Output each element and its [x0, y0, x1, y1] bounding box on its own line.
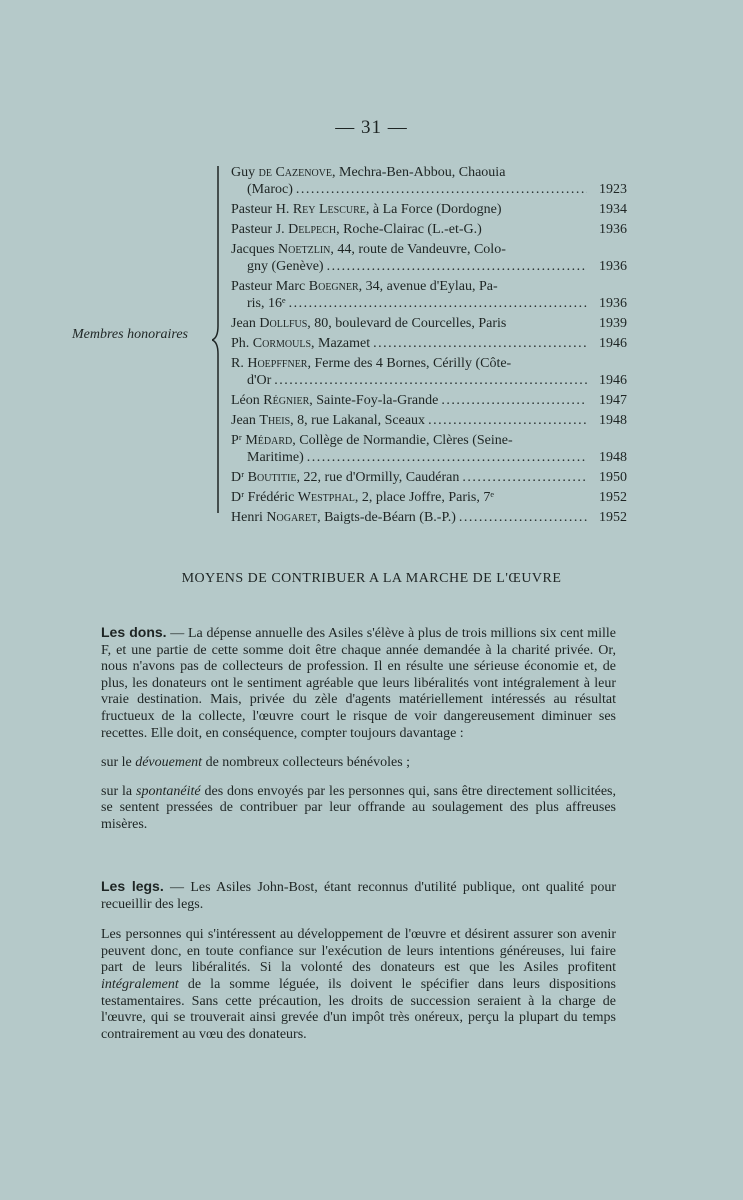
- member-entry: [231, 509, 627, 526]
- leader-dots: [373, 335, 587, 352]
- dons-paragraph: [101, 624, 616, 742]
- member-text-part: Jean: [231, 316, 260, 331]
- member-surname: Hoepffner: [247, 356, 308, 371]
- member-text-part: R.: [231, 356, 248, 371]
- member-text-part: (Maroc): [247, 182, 293, 197]
- member-year: 1948: [599, 450, 627, 465]
- member-text: [231, 355, 511, 372]
- member-text-part: Jacques: [231, 242, 279, 257]
- leader-dots: [274, 372, 587, 389]
- member-text-part: d'Or: [247, 373, 272, 388]
- member-text: [247, 372, 271, 389]
- member-text-part: Dʳ: [231, 470, 248, 485]
- leader-dots: [462, 469, 587, 486]
- text-span: Les personnes qui s'intéressent au développement de l'œuvre et désirent assurer son avenir peuvent donc, en toute confiance sur l'exécution de leurs intentions généreuses, lui faire part de leurs libéralités. Si la volonté des donateurs est que les Asiles profitent: [101, 927, 616, 976]
- member-line: [231, 469, 627, 486]
- member-year: 1936: [599, 222, 627, 237]
- member-text-part: Dʳ Frédéric: [231, 490, 298, 505]
- leader-dots: [459, 509, 587, 526]
- legs-dash: —: [163, 880, 191, 895]
- member-text: [231, 489, 494, 506]
- member-line: [231, 509, 627, 526]
- member-surname: Boegner: [308, 279, 359, 294]
- emphasis: intégralement: [101, 976, 179, 992]
- dons-heading: Les dons.: [101, 624, 167, 640]
- member-line: [231, 221, 627, 238]
- member-text: [231, 164, 505, 181]
- member-year: 1947: [599, 393, 627, 408]
- member-text: [231, 432, 513, 449]
- member-year: 1952: [599, 510, 627, 525]
- member-text-part: Léon: [231, 393, 264, 408]
- page-number: — 31 —: [335, 117, 408, 138]
- member-line: [231, 355, 627, 372]
- member-year: 1939: [599, 316, 627, 331]
- member-surname: Rey Lescure: [292, 202, 366, 217]
- member-surname: Régnier: [263, 393, 310, 408]
- text-span: sur le: [101, 755, 136, 771]
- member-year: 1946: [599, 336, 627, 351]
- member-text-part: , 80, boulevard de Courcelles, Paris: [307, 316, 507, 331]
- member-text-part: , Baigts-de-Béarn (B.-P.): [317, 510, 456, 525]
- legs-paragraph: [101, 878, 616, 913]
- leader-dots: [307, 449, 587, 466]
- member-text: [247, 258, 324, 275]
- member-text: [247, 181, 293, 198]
- member-text: [231, 315, 506, 332]
- member-text: [231, 241, 506, 258]
- member-text-part: gny (Genève): [247, 259, 324, 274]
- member-entry: [231, 335, 627, 352]
- member-year: 1923: [599, 182, 627, 197]
- member-entry: [231, 355, 627, 389]
- member-text-part: Maritime): [247, 450, 304, 465]
- member-text-part: , Sainte-Foy-la-Grande: [309, 393, 439, 408]
- member-year: 1934: [599, 202, 627, 217]
- member-line: [231, 181, 627, 198]
- text-span: de la somme léguée, ils doivent le spécifier dans leurs dispositions testamentaires. Sans cette précaution, les droits de succession seraient à la charge de l'œuvre, qui se trouverait ainsi grevée d'un impôt très onéreux, perçu la plupart du temps contrairement au vœu des donateurs.: [101, 976, 616, 1042]
- member-text: [231, 469, 459, 486]
- member-surname: Noetzlin: [278, 242, 331, 257]
- member-year: 1948: [599, 413, 627, 428]
- member-line: [231, 164, 627, 181]
- member-surname: de Cazenove: [258, 165, 333, 180]
- text-span: de nombreux collecteurs bénévoles ;: [202, 755, 411, 771]
- member-entry: [231, 164, 627, 198]
- member-entry: [231, 392, 627, 409]
- text-span: sur la: [101, 783, 137, 799]
- dons-devouement: [101, 755, 616, 772]
- legs-section: [101, 878, 616, 1043]
- member-text: [247, 449, 304, 466]
- leader-dots: [289, 295, 587, 312]
- member-surname: Cormouls: [252, 336, 312, 351]
- member-text: [231, 392, 438, 409]
- member-entry: [231, 432, 627, 466]
- member-year: 1946: [599, 373, 627, 388]
- member-text: [231, 412, 425, 429]
- member-line: [231, 489, 627, 506]
- member-entry: [231, 489, 627, 506]
- member-text: [231, 278, 498, 295]
- member-line: [231, 201, 627, 218]
- member-text-part: Guy: [231, 165, 259, 180]
- member-text-part: Pasteur J.: [231, 222, 289, 237]
- member-text: [231, 221, 482, 238]
- member-entry: [231, 469, 627, 486]
- member-surname: Theis: [259, 413, 291, 428]
- member-line: [231, 241, 627, 258]
- members-label: Membres honoraires: [72, 327, 189, 342]
- member-line: [231, 372, 627, 389]
- member-line: [231, 258, 627, 275]
- member-text-part: , Mechra-Ben-Abbou, Chaouia: [332, 165, 506, 180]
- member-line: [231, 392, 627, 409]
- member-line: [231, 449, 627, 466]
- section-title: MOYENS DE CONTRIBUER A LA MARCHE DE L'ŒUVRE: [181, 571, 562, 586]
- member-surname: Delpech: [288, 222, 337, 237]
- emphasis: dévouement: [135, 755, 203, 771]
- member-text-part: , 34, avenue d'Eylau, Pa-: [358, 279, 498, 294]
- text-span: des dons envoyés par les personnes qui, sans être directement sollicitées, se sentent pressées de contribuer par leur offrande au soulagement des plus affreuses misères.: [101, 783, 616, 832]
- member-line: [231, 315, 627, 332]
- leader-dots: [428, 412, 587, 429]
- member-text-part: , à La Force (Dordogne): [365, 202, 502, 217]
- member-text-part: Pasteur H.: [231, 202, 293, 217]
- member-text-part: , 2, place Joffre, Paris, 7ᵉ: [354, 490, 494, 505]
- member-year: 1936: [599, 259, 627, 274]
- member-text-part: , 8, rue Lakanal, Sceaux: [290, 413, 426, 428]
- member-text-part: Pasteur Marc: [231, 279, 309, 294]
- dons-section: [101, 624, 616, 834]
- member-text-part: , Ferme des 4 Bornes, Cérilly (Côte-: [307, 356, 512, 371]
- member-entry: [231, 241, 627, 275]
- emphasis: spontanéité: [136, 783, 201, 799]
- member-text-part: Pʳ: [231, 433, 246, 448]
- member-entry: [231, 412, 627, 429]
- legs-heading: Les legs.: [101, 878, 164, 894]
- member-text: [231, 201, 502, 218]
- members-list: [231, 164, 627, 529]
- member-line: [231, 278, 627, 295]
- member-text: [247, 295, 286, 312]
- member-year: 1950: [599, 470, 627, 485]
- leader-dots: [441, 392, 587, 409]
- leader-dots: [296, 181, 587, 198]
- member-surname: Médard: [245, 433, 293, 448]
- member-surname: Dollfus: [259, 316, 308, 331]
- member-entry: [231, 315, 627, 332]
- member-text-part: Jean: [231, 413, 260, 428]
- member-text-part: ris, 16ᵉ: [247, 296, 286, 311]
- member-text-part: , Mazamet: [311, 336, 371, 351]
- dons-spontaneite: [101, 784, 616, 834]
- member-surname: Nogaret: [266, 510, 318, 525]
- member-line: [231, 295, 627, 312]
- member-surname: Westphal: [297, 490, 355, 505]
- dons-text: La dépense annuelle des Asiles s'élève à plus de trois millions six cent mille F, et une partie de cette somme doit être chaque année demandée à la charité privée. Or, nous n'avons pas de collecteurs de profession. Il en résulte une sérieuse économie et, de plus, les donateurs ont le sentiment agréable que leurs libéralités vont intégralement à leur vraie destination. Mais, privée du zèle d'agents matériellement intéressés au résultat fructueux de la collecte, l'œuvre court le risque de voir dangereusement diminuer ses recettes. Elle doit, en conséquence, compter toujours davantage :: [101, 626, 616, 741]
- dons-dash: —: [166, 626, 188, 641]
- member-text-part: Ph.: [231, 336, 253, 351]
- brace-icon: [212, 166, 232, 513]
- member-text-part: , Roche-Clairac (L.-et-G.): [336, 222, 482, 237]
- member-text-part: , 44, route de Vandeuvre, Colo-: [330, 242, 506, 257]
- member-text: [231, 509, 456, 526]
- member-text-part: Henri: [231, 510, 267, 525]
- member-surname: Boutitie: [247, 470, 297, 485]
- member-line: [231, 412, 627, 429]
- member-entry: [231, 201, 627, 218]
- member-text: [231, 335, 370, 352]
- member-text-part: , Collège de Normandie, Clères (Seine-: [292, 433, 513, 448]
- legs-text: Les Asiles John-Bost, étant reconnus d'utilité publique, ont qualité pour recueillir des legs.: [101, 880, 616, 912]
- member-entry: [231, 221, 627, 238]
- member-year: 1936: [599, 296, 627, 311]
- legs-details: [101, 927, 616, 1043]
- member-line: [231, 432, 627, 449]
- member-entry: [231, 278, 627, 312]
- member-line: [231, 335, 627, 352]
- leader-dots: [327, 258, 587, 275]
- member-year: 1952: [599, 490, 627, 505]
- member-text-part: , 22, rue d'Ormilly, Caudéran: [296, 470, 460, 485]
